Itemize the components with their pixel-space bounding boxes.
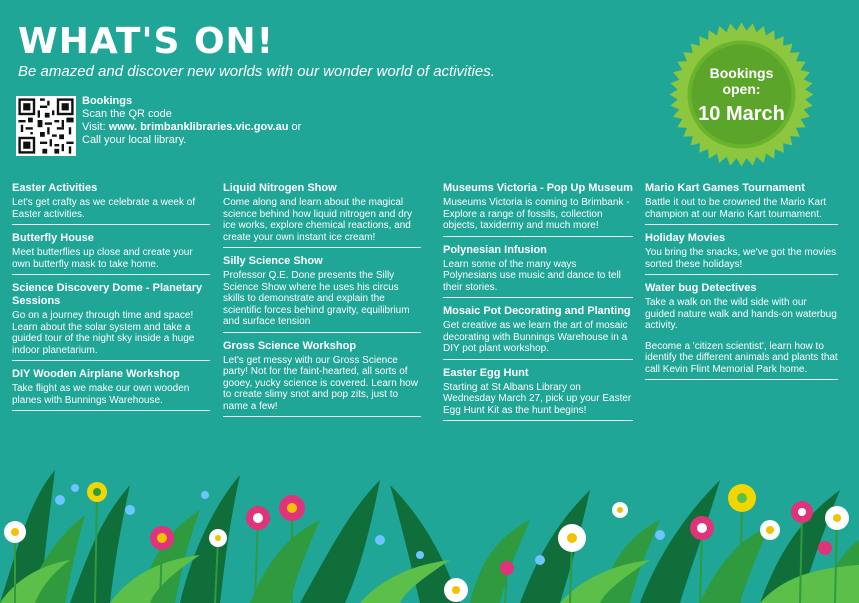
event-butterfly-house[interactable] bbox=[12, 232, 210, 275]
event-diy-wooden-airplane[interactable] bbox=[12, 368, 210, 411]
flower-meadow-illustration bbox=[0, 440, 859, 603]
event-title: Easter Activities bbox=[12, 182, 98, 194]
event-science-discovery-dome[interactable] bbox=[12, 282, 210, 361]
badge-date: 10 March bbox=[698, 102, 785, 125]
event-polynesian-infusion[interactable] bbox=[443, 244, 633, 299]
event-silly-science-show[interactable] bbox=[223, 255, 421, 333]
event-description: Museums Victoria is coming to Brimbank - Explore a range of fossils, collection objects, taxidermy and much more! bbox=[443, 197, 630, 231]
visit-prefix: Visit: bbox=[82, 121, 109, 133]
event-description: Come along and learn about the magical science behind how liquid nitrogen and dry ice works, explore chemical reactions, and create your own instant ice cream! bbox=[223, 197, 413, 243]
events-column-1 bbox=[12, 182, 210, 418]
event-title: Polynesian Infusion bbox=[443, 243, 547, 256]
event-title: DIY Wooden Airplane Workshop bbox=[12, 368, 180, 380]
event-title: Mosaic Pot Decorating and Planting bbox=[443, 305, 631, 317]
badge-line1: Bookings bbox=[709, 64, 774, 81]
bookings-call-text: Call your local library. bbox=[82, 134, 187, 146]
event-gross-science-workshop[interactable] bbox=[223, 340, 421, 418]
event-title: Science Discovery Dome - Planetary Sessions bbox=[12, 282, 203, 307]
event-description: Take flight as we make our own wooden planes with Bunnings Warehouse. bbox=[12, 383, 190, 406]
event-description: Get creative as we learn the art of mosaic decorating with Bunnings Warehouse in a DIY pot plant workshop. bbox=[443, 320, 628, 354]
event-liquid-nitrogen-show[interactable] bbox=[223, 182, 421, 248]
event-mosaic-pot-decorating[interactable] bbox=[443, 305, 633, 360]
event-description: Take a walk on the wild side with our guided nature walk and hands-on waterbug activity. bbox=[645, 297, 837, 331]
event-description: Starting at St Albans Library on Wednesday March 27, pick up your Easter Egg Hunt Kit as the hunt begins! bbox=[443, 381, 632, 416]
event-title: Holiday Movies bbox=[645, 232, 726, 244]
bookings-visit-line bbox=[82, 121, 326, 134]
event-description: Let's get crafty as we celebrate a week of Easter activities. bbox=[12, 197, 196, 220]
library-website-link[interactable]: www. brimbanklibraries.vic.gov.au bbox=[108, 121, 289, 133]
page-subtitle: Be amazed and discover new worlds with our wonder world of activities. bbox=[18, 63, 495, 80]
event-title: Gross Science Workshop bbox=[223, 339, 357, 352]
events-column-4 bbox=[645, 182, 838, 387]
event-description: Professor Q.E. Done presents the Silly Science Show where he uses his circus skills to demonstrate and explain the scientific forces behind gravity, equilibrium and surface tension bbox=[223, 270, 410, 327]
event-title: Liquid Nitrogen Show bbox=[223, 182, 337, 194]
event-holiday-movies[interactable] bbox=[645, 232, 838, 275]
event-title: Mario Kart Games Tournament bbox=[645, 182, 805, 194]
event-description: Learn some of the many ways Polynesians use music and dance to tell their stories. bbox=[443, 258, 621, 293]
bookings-heading: Bookings bbox=[82, 95, 133, 107]
event-easter-egg-hunt[interactable] bbox=[443, 367, 633, 422]
badge-text bbox=[669, 22, 814, 167]
bookings-scan-text: Scan the QR code bbox=[82, 108, 172, 120]
event-title: Silly Science Show bbox=[223, 255, 323, 267]
event-description: Go on a journey through time and space! Learn about the solar system and take a guided tour of the night sky inside a huge indoor planetarium. bbox=[12, 310, 195, 356]
badge-line2: open: bbox=[722, 80, 761, 97]
bookings-info bbox=[82, 95, 326, 147]
events-column-3 bbox=[443, 182, 633, 428]
events-column-2 bbox=[223, 182, 421, 424]
event-title: Easter Egg Hunt bbox=[443, 366, 529, 379]
event-description-extra: Become a 'citizen scientist', learn how to identify the different animals and plants that call Kevin Flint Memorial Park home. bbox=[645, 340, 838, 375]
event-title: Butterfly House bbox=[12, 232, 94, 244]
visit-suffix: or bbox=[288, 121, 302, 133]
event-easter-activities[interactable] bbox=[12, 182, 210, 225]
event-description: Let's get messy with our Gross Science party! Not for the faint-hearted, all sorts of gooey, yucky science is covered. Learn how to create slimy snot and pop zits, just to name a few! bbox=[223, 354, 418, 412]
event-mario-kart-tournament[interactable] bbox=[645, 182, 838, 225]
event-title: Water bug Detectives bbox=[645, 282, 757, 294]
event-description: You bring the snacks, we've got the movies sorted these holidays! bbox=[645, 247, 837, 270]
event-description: Meet butterflies up close and create your own butterfly mask to take home. bbox=[12, 247, 193, 270]
event-water-bug-detectives[interactable] bbox=[645, 282, 838, 380]
qr-code[interactable] bbox=[16, 96, 76, 156]
page-title: WHAT'S ON! bbox=[18, 21, 275, 62]
event-museums-victoria[interactable] bbox=[443, 182, 633, 237]
qr-code-graphic bbox=[16, 96, 76, 156]
event-description: Battle it out to be crowned the Mario Kart champion at our Mario Kart tournament. bbox=[645, 197, 827, 220]
event-title: Museums Victoria - Pop Up Museum bbox=[443, 182, 633, 194]
